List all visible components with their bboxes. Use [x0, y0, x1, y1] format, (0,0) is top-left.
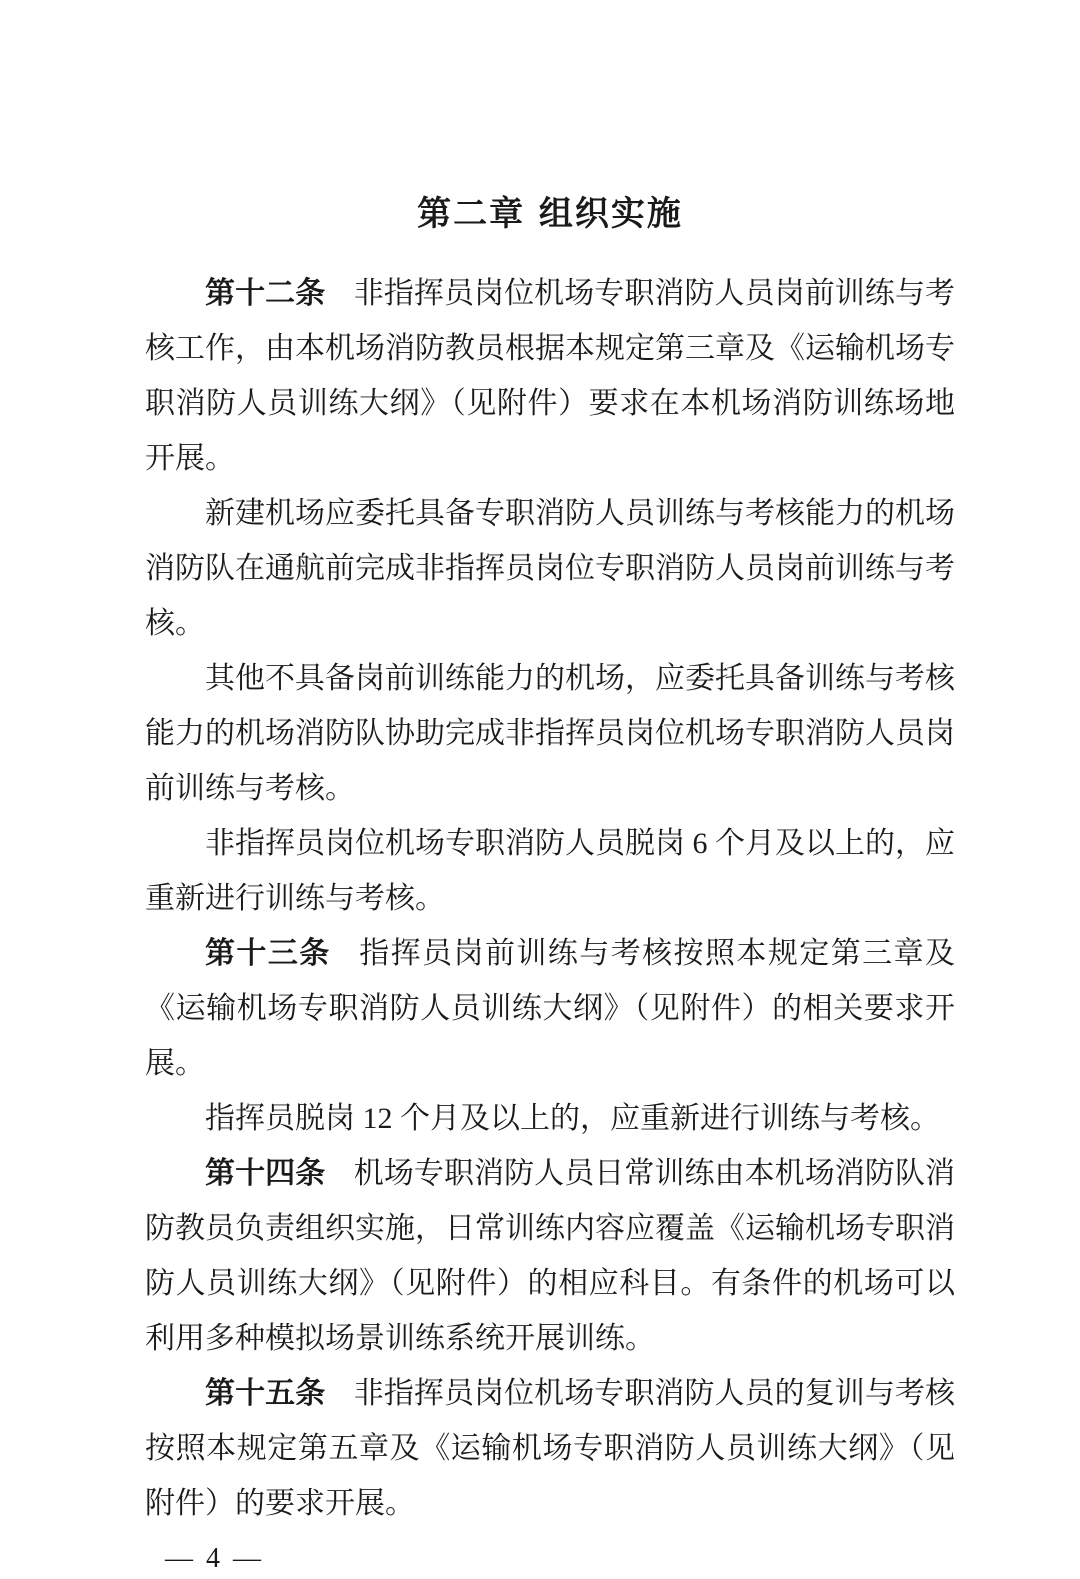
body-paragraph [145, 486, 955, 651]
article-paragraph [145, 926, 955, 1091]
paragraph-text: 机场专职消防人员日常训练由本机场消防队消防教员负责组织实施，日常训练内容应覆盖《运输机场专职消防人员训练大纲》（见附件）的相应科目。有条件的机场可以利用多种模拟场景训练系统开展训练。 [145, 1157, 956, 1355]
article-number: 第十二条 [205, 276, 326, 311]
article-paragraph [145, 1366, 955, 1531]
page-number: — 4 — [165, 1543, 264, 1574]
paragraph-text: 新建机场应委托具备专职消防人员训练与考核能力的机场消防队在通航前完成非指挥员岗位专职消防人员岗前训练与考核。 [145, 497, 955, 640]
body-paragraph [145, 816, 955, 926]
article-number: 第十四条 [205, 1156, 326, 1191]
paragraph-text: 非指挥员岗位机场专职消防人员脱岗 6 个月及以上的，应重新进行训练与考核。 [145, 827, 955, 915]
paragraph-text: 非指挥员岗位机场专职消防人员岗前训练与考核工作，由本机场消防教员根据本规定第三章及《运输机场专职消防人员训练大纲》（见附件）要求在本机场消防训练场地开展。 [145, 277, 956, 475]
chapter-title: 第二章 组织实施 [417, 194, 683, 234]
body-paragraph [145, 1091, 955, 1146]
article-paragraph [145, 1146, 955, 1366]
paragraph-text: 非指挥员岗位机场专职消防人员的复训与考核按照本规定第五章及《运输机场专职消防人员训练大纲》（见附件）的要求开展。 [145, 1377, 956, 1520]
article-paragraph [145, 266, 955, 486]
paragraph-text: 指挥员岗前训练与考核按照本规定第三章及《运输机场专职消防人员训练大纲》（见附件）的相关要求开展。 [145, 937, 956, 1080]
paragraph-text: 指挥员脱岗 12 个月及以上的，应重新进行训练与考核。 [205, 1102, 940, 1135]
body-paragraph [145, 651, 955, 816]
article-number: 第十三条 [205, 936, 331, 971]
paragraph-text: 其他不具备岗前训练能力的机场，应委托具备训练与考核能力的机场消防队协助完成非指挥员岗位机场专职消防人员岗前训练与考核。 [145, 662, 955, 805]
article-number: 第十五条 [205, 1376, 326, 1411]
